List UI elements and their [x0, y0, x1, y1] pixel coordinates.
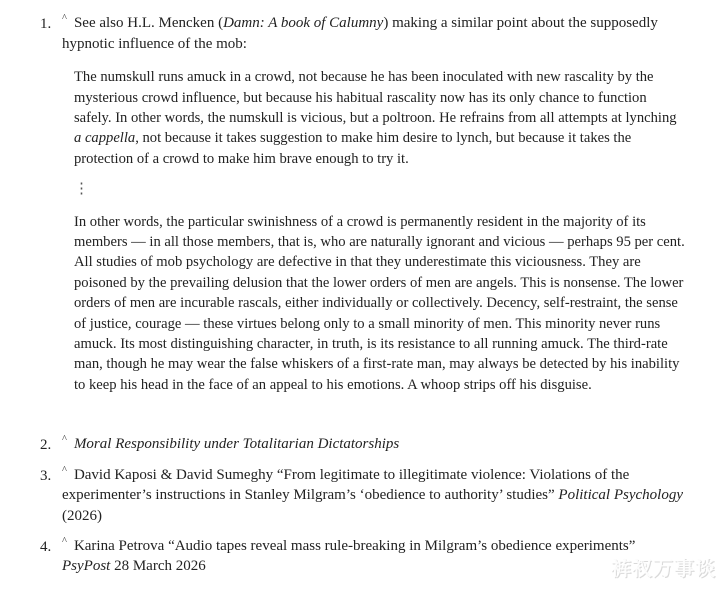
footnote-text [62, 13, 687, 54]
footnote-text [62, 465, 687, 527]
footnote-1-lead-text: See also H.L. Mencken (Damn: A book of Calumny) making a similar point about the supposedly hypnotic influence of the mob: [62, 15, 658, 52]
footnote-body [62, 13, 687, 425]
mencken-blockquote [74, 67, 687, 395]
footnote-4-text: Karina Petrova “Audio tapes reveal mass rule-breaking in Milgram’s obedience experiments” PsyPost 28 March 2026 [62, 537, 636, 575]
footnote-item-4 [40, 536, 687, 577]
footnote-backlink-icon[interactable]: ^ [62, 434, 67, 446]
footnote-item-3 [40, 465, 687, 527]
footnote-body [62, 465, 687, 527]
footnote-item-2 [40, 434, 687, 456]
footnote-number: 2. [40, 437, 52, 454]
footnote-item-1 [40, 13, 687, 425]
footnote-text [62, 536, 687, 577]
footnote-body [62, 434, 687, 456]
vertical-ellipsis: ⋮ [74, 181, 89, 198]
footnote-body [62, 536, 687, 577]
footnote-text [62, 434, 687, 455]
watermark: 裤衩万事谈 [611, 556, 716, 580]
footnote-backlink-icon[interactable]: ^ [62, 13, 67, 24]
footnote-number: 3. [40, 467, 52, 484]
footnote-number: 4. [40, 538, 52, 555]
footnote-backlink-icon[interactable]: ^ [62, 464, 67, 476]
footnote-backlink-icon[interactable]: ^ [62, 535, 67, 547]
footnote-number: 1. [40, 16, 52, 32]
quote-paragraph-2: In other words, the particular swinishness of a crowd is permanently resident in the majority of its members — in all those members, that is, who are naturally ignorant and vicious — perhaps 95 per cent. All studies of mob psychology are defective in that they underestimate this viciousness. They are poisoned by the prevailing delusion that the lower orders of men are angels. This is nonsense. The lower orders of men are incurable rascals, either individually or collectively. Decency, self-restraint, the sense of justice, courage — these virtues belong only to a small minority of men. This minority never runs amuck. Its most distinguishing character, in truth, is its resistance to all running amuck. The third-rate man, though he may wear the false whiskers of a first-rate man, may always be detected by his inability to keep his head in the face of an appeal to his emotions. A whoop strips off his disguise. [74, 213, 685, 393]
footnote-2-text: Moral Responsibility under Totalitarian Dictatorships [73, 436, 400, 453]
quote-paragraph-1: The numskull runs amuck in a crowd, not because he has been inoculated with new rascality by the mysterious crowd influence, but because his habitual rascality now has its only chance to function safely. In other words, the numskull is vicious, but a poltroon. He refrains from all attempts at lynching a cappella, not because it takes suggestion to make him desire to lynch, but because it takes the protection of a crowd to make him brave enough to try it. [74, 69, 677, 167]
footnote-3-text: David Kaposi & David Sumeghy “From legitimate to illegitimate violence: Violations of the experimenter’s instructions in Stanley Milgram’s ‘obedience to authority’ studies” Political Psychology (2026) [62, 466, 683, 525]
